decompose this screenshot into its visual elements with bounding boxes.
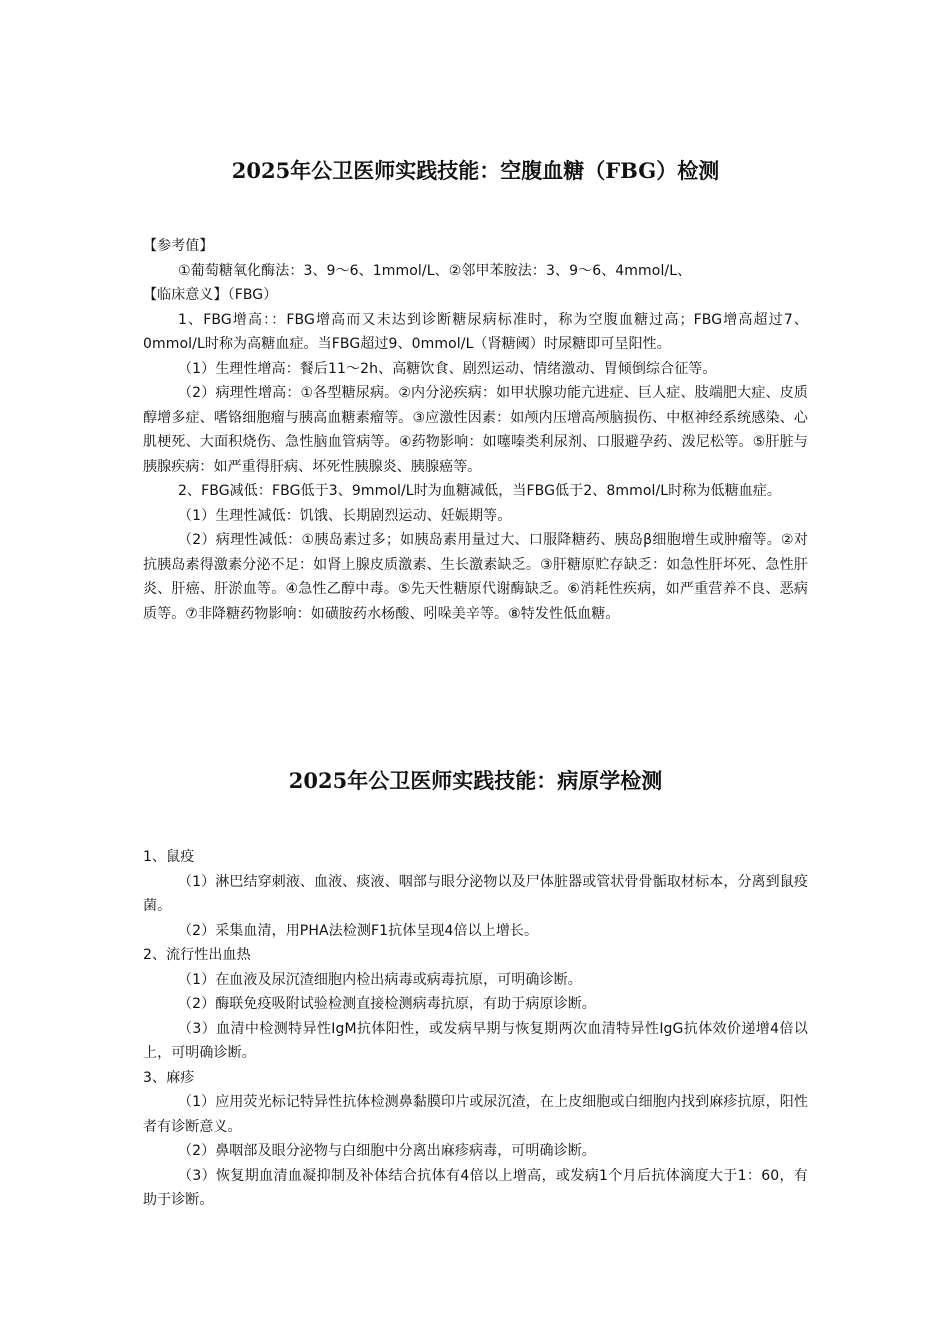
clinical-significance-heading: 【临床意义】（FBG） bbox=[143, 287, 278, 303]
heading-hemorrhagic-fever: 2、流行性出血热 bbox=[143, 947, 251, 963]
paragraph-measles-2: （2）鼻咽部及眼分泌物与白细胞中分离出麻疹病毒，可明确诊断。 bbox=[178, 1143, 596, 1159]
heading-measles: 3、麻疹 bbox=[143, 1069, 195, 1086]
paragraph-hf-2: （2）酶联免疫吸附试验检测直接检测病毒抗原，有助于病原诊断。 bbox=[178, 996, 596, 1012]
paragraph-hf-1: （1）在血液及尿沉渣细胞内检出病毒或病毒抗原，可明确诊断。 bbox=[178, 971, 582, 988]
section-title-pathogen: 2025年公卫医师实践技能：病原学检测 bbox=[288, 768, 663, 793]
paragraph-pathological-decrease: （2）病理性减低：①胰岛素过多；如胰岛素用量过大、口服降糖药、胰岛β细胞增生或肿瘤等。②对抗胰岛素得激素分泌不足：如肾上腺皮质激素、生长激素缺乏。③肝糖原贮存缺乏：如急性肝坏死、急性肝炎、肝癌、肝淤血等。④急性乙醇中毒。⑤先天性糖原代谢酶缺乏。⑥消耗性疾病，如严重营养不良、恶病质等。⑦非降糖药物影响：如磺胺药水杨酸、吲哚美辛等。⑧特发性低血糖。 bbox=[143, 532, 808, 622]
paragraph-plague-1: （1）淋巴结穿刺液、血液、痰液、咽部与眼分泌物以及尸体脏器或管状骨骨骺取材标本，分离到鼠疫菌。 bbox=[143, 873, 808, 914]
section-title-fbg: 2025年公卫医师实践技能：空腹血糖（FBG）检测 bbox=[231, 158, 720, 183]
section-pathogen bbox=[143, 845, 808, 1213]
paragraph-measles-3: （3）恢复期血清血凝抑制及补体结合抗体有4倍以上增高，或发病1个月后抗体滴度大于1：60，有助于诊断。 bbox=[143, 1167, 808, 1208]
paragraph-plague-2: （2）采集血清，用PHA法检测F1抗体呈现4倍以上增长。 bbox=[178, 922, 539, 939]
paragraph-physiological-increase: （1）生理性增高：餐后11～2h、高糖饮食、剧烈运动、情绪激动、胃倾倒综合征等。 bbox=[178, 360, 717, 377]
paragraph-hf-3: （3）血清中检测特异性IgM抗体阳性，或发病早期与恢复期两次血清特异性IgG抗体效价递增4倍以上，可明确诊断。 bbox=[143, 1020, 808, 1061]
paragraph-fbg-increase: 1、FBG增高：：FBG增高而又未达到诊断糖尿病标准时，称为空腹血糖过高；FBG增高超过7、0mmol/L时称为高糖血症。当FBG超过9、0mmol/L（肾糖阈）时尿糖即可呈阳性。 bbox=[143, 311, 808, 352]
paragraph-measles-1: （1）应用荧光标记特异性抗体检测鼻黏膜印片或尿沉渣，在上皮细胞或白细胞内找到麻疹抗原，阳性者有诊断意义。 bbox=[143, 1094, 808, 1135]
heading-plague: 1、鼠疫 bbox=[143, 849, 195, 865]
paragraph-fbg-decrease: 2、FBG减低：FBG低于3、9mmol/L时为血糖减低，当FBG低于2、8mmol/L时称为低糖血症。 bbox=[178, 483, 782, 499]
section-fbg bbox=[143, 234, 808, 626]
reference-value-heading: 【参考值】 bbox=[143, 238, 214, 254]
reference-values: ①葡萄糖氧化酶法：3、9～6、1mmol/L、②邻甲苯胺法：3、9～6、4mmol/L、 bbox=[178, 262, 692, 279]
paragraph-pathological-increase: （2）病理性增高：①各型糖尿病。②内分泌疾病：如甲状腺功能亢进症、巨人症、肢端肥大症、皮质醇增多症、嗜铬细胞瘤与胰高血糖素瘤等。③应激性因素：如颅内压增高颅脑损伤、中枢神经系统感染、心肌梗死、大面积烧伤、急性脑血管病等。④药物影响：如噻嗪类利尿剂、口服避孕药、泼尼松等。⑤肝脏与胰腺疾病：如严重得肝病、坏死性胰腺炎、胰腺癌等。 bbox=[143, 385, 808, 475]
paragraph-physiological-decrease: （1）生理性减低：饥饿、长期剧烈运动、妊娠期等。 bbox=[178, 507, 512, 524]
